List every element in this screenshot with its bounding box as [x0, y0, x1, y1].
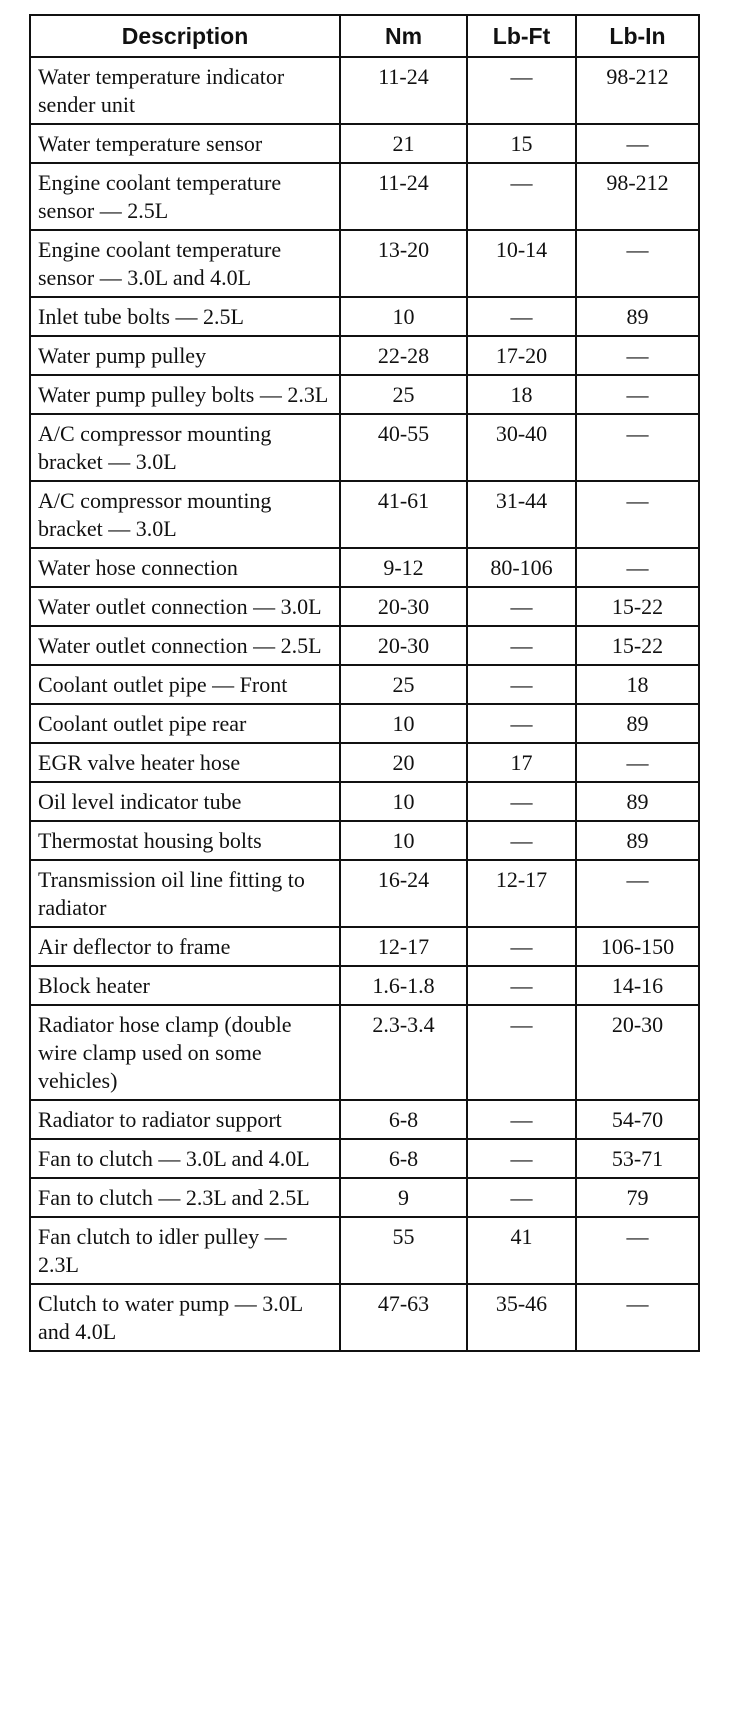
cell-description: Water temperature sensor	[30, 124, 340, 163]
table-row	[30, 230, 699, 297]
table-body	[30, 57, 699, 1351]
cell-lb-ft: —	[467, 163, 576, 230]
cell-nm: 13-20	[340, 230, 467, 297]
table-row	[30, 1139, 699, 1178]
cell-lb-in: —	[576, 124, 699, 163]
table-row	[30, 124, 699, 163]
cell-nm: 10	[340, 297, 467, 336]
cell-lb-ft: 80-106	[467, 548, 576, 587]
cell-description: Water outlet connection — 2.5L	[30, 626, 340, 665]
cell-lb-in: —	[576, 230, 699, 297]
table-header	[30, 15, 699, 57]
cell-lb-ft: —	[467, 665, 576, 704]
cell-lb-ft: —	[467, 587, 576, 626]
cell-description: Coolant outlet pipe rear	[30, 704, 340, 743]
cell-lb-in: 18	[576, 665, 699, 704]
cell-lb-ft: 15	[467, 124, 576, 163]
table-row	[30, 548, 699, 587]
table-row	[30, 782, 699, 821]
table-row	[30, 163, 699, 230]
table-row	[30, 1005, 699, 1100]
table-row	[30, 665, 699, 704]
cell-nm: 10	[340, 704, 467, 743]
table-row	[30, 1217, 699, 1284]
table-row	[30, 626, 699, 665]
cell-nm: 1.6-1.8	[340, 966, 467, 1005]
table-row	[30, 481, 699, 548]
cell-lb-in: —	[576, 481, 699, 548]
table-row	[30, 1178, 699, 1217]
cell-lb-in: 89	[576, 782, 699, 821]
cell-nm: 20-30	[340, 626, 467, 665]
table-row	[30, 1100, 699, 1139]
cell-nm: 22-28	[340, 336, 467, 375]
table-row	[30, 821, 699, 860]
table-row	[30, 704, 699, 743]
cell-nm: 11-24	[340, 57, 467, 124]
table-row	[30, 297, 699, 336]
cell-lb-ft: —	[467, 821, 576, 860]
table-row	[30, 927, 699, 966]
cell-lb-in: —	[576, 1284, 699, 1351]
cell-nm: 47-63	[340, 1284, 467, 1351]
cell-nm: 6-8	[340, 1100, 467, 1139]
table-row	[30, 414, 699, 481]
cell-lb-ft: 18	[467, 375, 576, 414]
cell-description: Water temperature indicator sender unit	[30, 57, 340, 124]
table-row	[30, 860, 699, 927]
cell-description: Thermostat housing bolts	[30, 821, 340, 860]
cell-description: Water pump pulley	[30, 336, 340, 375]
cell-description: Transmission oil line fitting to radiator	[30, 860, 340, 927]
cell-lb-in: 54-70	[576, 1100, 699, 1139]
cell-description: A/C compressor mounting bracket — 3.0L	[30, 414, 340, 481]
cell-description: Water hose connection	[30, 548, 340, 587]
cell-description: Inlet tube bolts — 2.5L	[30, 297, 340, 336]
cell-lb-in: 89	[576, 704, 699, 743]
header-lb-in: Lb-In	[576, 15, 699, 57]
cell-description: Oil level indicator tube	[30, 782, 340, 821]
table-row	[30, 57, 699, 124]
cell-lb-in: 98-212	[576, 57, 699, 124]
cell-lb-in: —	[576, 1217, 699, 1284]
cell-lb-in: 106-150	[576, 927, 699, 966]
cell-nm: 40-55	[340, 414, 467, 481]
cell-nm: 9-12	[340, 548, 467, 587]
cell-nm: 12-17	[340, 927, 467, 966]
cell-lb-ft: 31-44	[467, 481, 576, 548]
cell-nm: 25	[340, 665, 467, 704]
cell-description: Clutch to water pump — 3.0L and 4.0L	[30, 1284, 340, 1351]
cell-lb-ft: —	[467, 57, 576, 124]
table-row	[30, 336, 699, 375]
cell-lb-ft: —	[467, 297, 576, 336]
header-description: Description	[30, 15, 340, 57]
cell-nm: 20-30	[340, 587, 467, 626]
cell-nm: 25	[340, 375, 467, 414]
cell-description: Water outlet connection — 3.0L	[30, 587, 340, 626]
cell-nm: 20	[340, 743, 467, 782]
cell-nm: 10	[340, 821, 467, 860]
header-nm: Nm	[340, 15, 467, 57]
cell-description: Fan to clutch — 3.0L and 4.0L	[30, 1139, 340, 1178]
cell-nm: 10	[340, 782, 467, 821]
table-row	[30, 587, 699, 626]
table-row	[30, 375, 699, 414]
cell-description: Fan to clutch — 2.3L and 2.5L	[30, 1178, 340, 1217]
cell-lb-in: —	[576, 375, 699, 414]
cell-lb-ft: 30-40	[467, 414, 576, 481]
cell-lb-ft: —	[467, 966, 576, 1005]
cell-lb-in: —	[576, 336, 699, 375]
cell-lb-in: 98-212	[576, 163, 699, 230]
torque-spec-table	[29, 14, 700, 1352]
cell-lb-ft: —	[467, 782, 576, 821]
cell-lb-ft: —	[467, 927, 576, 966]
cell-lb-ft: —	[467, 1100, 576, 1139]
cell-nm: 9	[340, 1178, 467, 1217]
cell-nm: 2.3-3.4	[340, 1005, 467, 1100]
cell-description: A/C compressor mounting bracket — 3.0L	[30, 481, 340, 548]
cell-lb-in: 20-30	[576, 1005, 699, 1100]
cell-lb-ft: —	[467, 1139, 576, 1178]
cell-description: Coolant outlet pipe — Front	[30, 665, 340, 704]
cell-lb-in: 53-71	[576, 1139, 699, 1178]
cell-description: Engine coolant temperature sensor — 3.0L and 4.0L	[30, 230, 340, 297]
cell-description: Radiator hose clamp (double wire clamp used on some vehicles)	[30, 1005, 340, 1100]
header-lb-ft: Lb-Ft	[467, 15, 576, 57]
cell-lb-ft: —	[467, 1005, 576, 1100]
cell-description: Engine coolant temperature sensor — 2.5L	[30, 163, 340, 230]
cell-lb-in: —	[576, 414, 699, 481]
cell-nm: 6-8	[340, 1139, 467, 1178]
cell-lb-ft: —	[467, 626, 576, 665]
cell-lb-ft: 35-46	[467, 1284, 576, 1351]
cell-lb-in: 14-16	[576, 966, 699, 1005]
cell-lb-in: 89	[576, 821, 699, 860]
cell-lb-in: —	[576, 860, 699, 927]
cell-lb-in: —	[576, 743, 699, 782]
cell-lb-ft: 17	[467, 743, 576, 782]
table-row	[30, 743, 699, 782]
table-row	[30, 1284, 699, 1351]
cell-description: Block heater	[30, 966, 340, 1005]
cell-nm: 16-24	[340, 860, 467, 927]
cell-lb-in: 15-22	[576, 626, 699, 665]
cell-lb-ft: 12-17	[467, 860, 576, 927]
table-row	[30, 966, 699, 1005]
cell-description: Water pump pulley bolts — 2.3L	[30, 375, 340, 414]
cell-nm: 11-24	[340, 163, 467, 230]
cell-description: Radiator to radiator support	[30, 1100, 340, 1139]
cell-lb-in: 79	[576, 1178, 699, 1217]
cell-lb-ft: —	[467, 704, 576, 743]
cell-lb-ft: 17-20	[467, 336, 576, 375]
cell-lb-ft: 41	[467, 1217, 576, 1284]
cell-lb-in: 15-22	[576, 587, 699, 626]
cell-description: Air deflector to frame	[30, 927, 340, 966]
cell-nm: 41-61	[340, 481, 467, 548]
cell-nm: 55	[340, 1217, 467, 1284]
cell-lb-ft: —	[467, 1178, 576, 1217]
cell-description: Fan clutch to idler pulley — 2.3L	[30, 1217, 340, 1284]
cell-description: EGR valve heater hose	[30, 743, 340, 782]
cell-nm: 21	[340, 124, 467, 163]
header-row	[30, 15, 699, 57]
cell-lb-in: —	[576, 548, 699, 587]
cell-lb-in: 89	[576, 297, 699, 336]
cell-lb-ft: 10-14	[467, 230, 576, 297]
